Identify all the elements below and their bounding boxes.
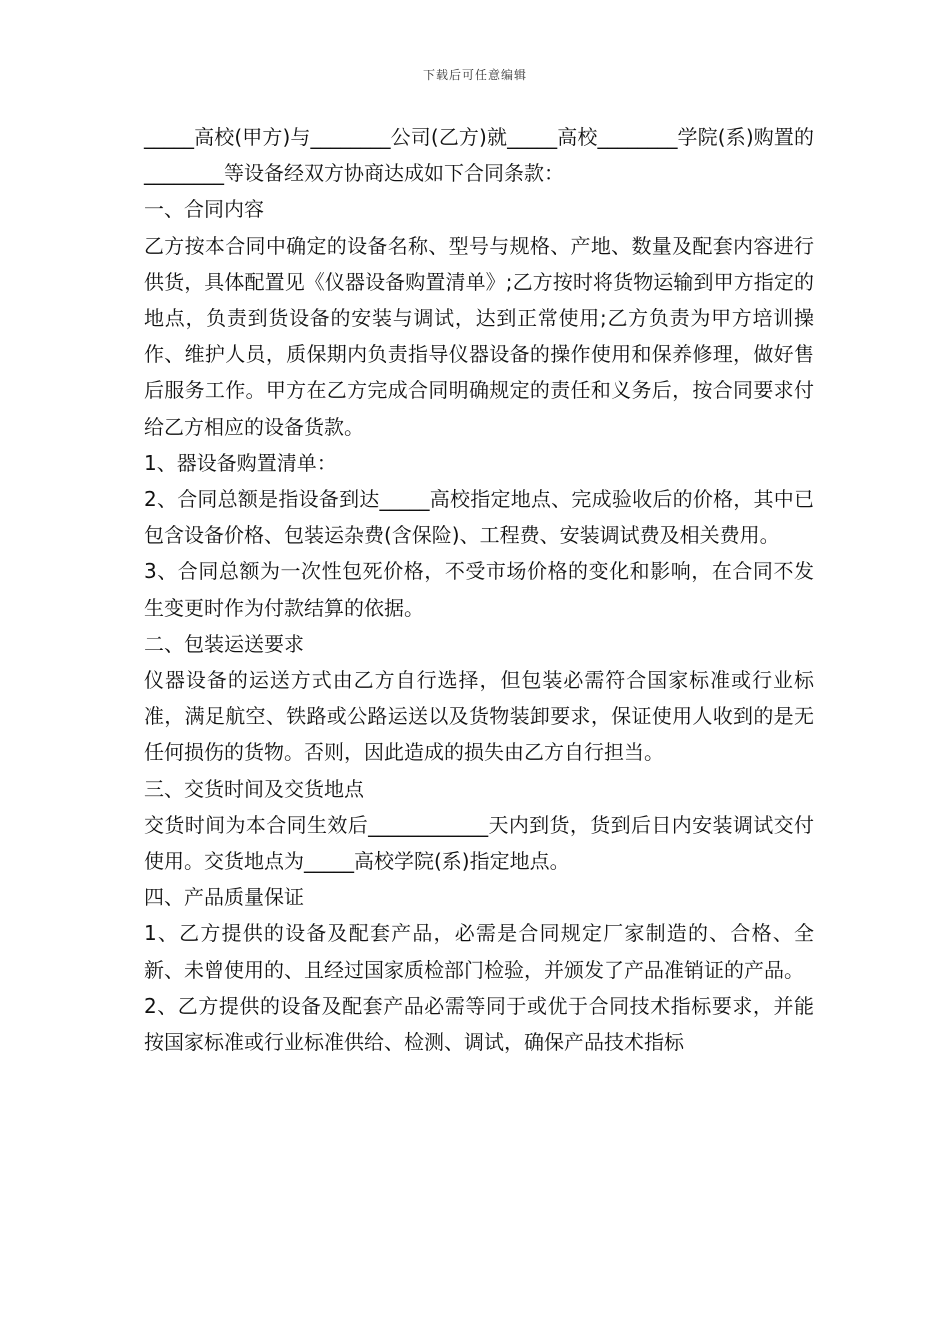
section-heading-delivery: 三、交货时间及交货地点	[144, 776, 364, 801]
document-body	[144, 119, 814, 1060]
section-heading-packaging: 二、包装运送要求	[144, 631, 304, 656]
section-heading-contract-content: 一、合同内容	[144, 197, 264, 222]
clause-quality-1: 1、乙方提供的设备及配套产品，必需是合同规定厂家制造的、合格、全新、未曾使用的、且经过国家质检部门检验，并颁发了产品准销证的产品。	[144, 921, 814, 982]
page-header: 下载后可任意编辑	[422, 68, 527, 82]
clause-contract-total: 2、合同总额是指设备到达_____高校指定地点、完成验收后的价格，其中已包含设备价格、包装运杂费(含保险)、工程费、安装调试费及相关费用。	[144, 487, 814, 548]
paragraph-intro: _____高校(甲方)与________公司(乙方)就_____高校________学院(系)购置的________等设备经双方协商达成如下合同条款：	[144, 125, 814, 186]
clause-fixed-price: 3、合同总额为一次性包死价格，不受市场价格的变化和影响，在合同不发生变更时作为付款结算的依据。	[144, 559, 814, 620]
clause-equipment-list: 1、器设备购置清单：	[144, 450, 337, 475]
paragraph-delivery: 交货时间为本合同生效后____________天内到货，货到后日内安装调试交付使用。交货地点为_____高校学院(系)指定地点。	[144, 812, 814, 874]
paragraph-contract-content: 乙方按本合同中确定的设备名称、型号与规格、产地、数量及配套内容进行供货，具体配置见《仪器设备购置清单》;乙方按时将货物运输到甲方指定的地点，负责到货设备的安装与调试，达到正常使用;乙方负责为甲方培训操作、维护人员，质保期内负责指导仪器设备的操作使用和保养修理，做好售后服务工作。甲方在乙方完成合同明确规定的责任和义务后，按合同要求付给乙方相应的设备货款。	[144, 233, 814, 439]
paragraph-packaging: 仪器设备的运送方式由乙方自行选择，但包装必需符合国家标准或行业标准，满足航空、铁路或公路运送以及货物装卸要求，保证使用人收到的是无任何损伤的货物。否则，因此造成的损失由乙方自行担当。	[144, 668, 814, 765]
clause-quality-2: 2、乙方提供的设备及配套产品必需等同于或优于合同技术指标要求，并能按国家标准或行业标准供给、检测、调试，确保产品技术指标	[144, 993, 814, 1055]
section-heading-quality: 四、产品质量保证	[144, 885, 304, 910]
